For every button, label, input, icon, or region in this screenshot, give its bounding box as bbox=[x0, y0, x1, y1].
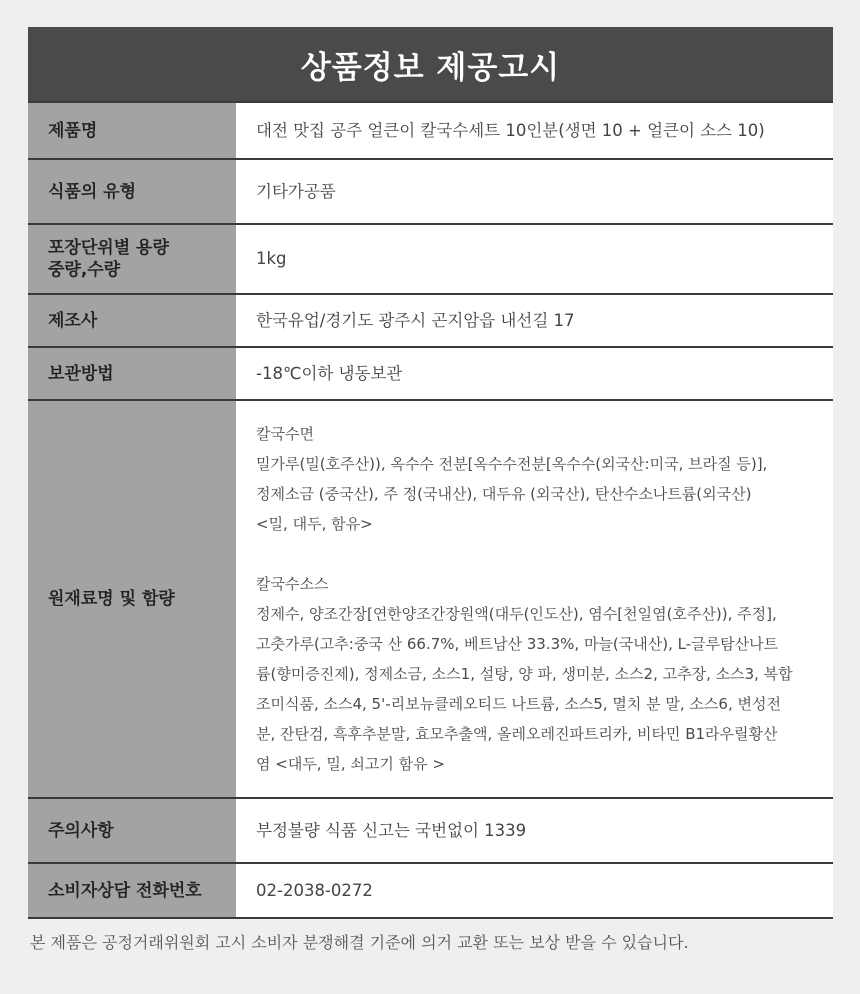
table-row-precautions bbox=[28, 798, 833, 863]
ingredients-cell bbox=[236, 400, 833, 798]
table-row-manufacturer bbox=[28, 294, 833, 347]
ingredients-list bbox=[256, 419, 833, 779]
table-row-consumer-phone bbox=[28, 863, 833, 918]
ingredient-line: 고춧가루(고추:중국 산 66.7%, 베트남산 33.3%, 마늘(국내산), L-글루탐산나트 bbox=[256, 635, 779, 653]
ingredient-line: 조미식품, 소스4, 5'-리보뉴클레오티드 나트륨, 소스5, 멸치 분 말, 소스6, 변성전 bbox=[256, 695, 781, 713]
row-label: 식품의 유형 bbox=[28, 159, 236, 224]
row-value: 대전 맛집 공주 얼큰이 칼국수세트 10인분(생면 10 + 얼큰이 소스 10) bbox=[236, 102, 833, 159]
noodle-section-title: 칼국수면 bbox=[256, 425, 314, 443]
row-value: -18℃이하 냉동보관 bbox=[236, 347, 833, 400]
ingredient-line: 정제소금 (중국산), 주 정(국내산), 대두유 (외국산), 탄산수소나트륨(외국산) bbox=[256, 485, 752, 503]
row-label: 소비자상담 전화번호 bbox=[28, 863, 236, 918]
product-info-notice bbox=[28, 27, 833, 919]
footer-note: 본 제품은 공정거래위원회 고시 소비자 분쟁해결 기준에 의거 교환 또는 보상 받을 수 있습니다. bbox=[30, 933, 689, 952]
row-label-line: 포장단위별 용량 bbox=[48, 238, 169, 258]
row-value: 02-2038-0272 bbox=[236, 863, 833, 918]
section-spacer bbox=[256, 539, 819, 569]
row-value: 기타가공품 bbox=[236, 159, 833, 224]
row-label: 주의사항 bbox=[28, 798, 236, 863]
notice-title: 상품정보 제공고시 bbox=[28, 27, 833, 101]
ingredient-line: 정제수, 양조간장[연한양조간장원액(대두(인도산), 염수[천일염(호주산)), 주정], bbox=[256, 605, 777, 623]
table-row-product-name bbox=[28, 102, 833, 159]
ingredient-line: <밀, 대두, 함유> bbox=[256, 515, 373, 533]
table-row-ingredients bbox=[28, 400, 833, 798]
sauce-section-title: 칼국수소스 bbox=[256, 575, 329, 593]
row-label: 보관방법 bbox=[28, 347, 236, 400]
table-row-package-quantity bbox=[28, 224, 833, 294]
table-row-food-type bbox=[28, 159, 833, 224]
table-row-storage bbox=[28, 347, 833, 400]
row-label bbox=[28, 224, 236, 294]
ingredient-line: 염 <대두, 밀, 쇠고기 함유 > bbox=[256, 755, 445, 773]
row-value: 부정불량 식품 신고는 국번없이 1339 bbox=[236, 798, 833, 863]
row-label: 원재료명 및 함량 bbox=[28, 400, 236, 798]
row-value: 1kg bbox=[236, 224, 833, 294]
row-label-line: 중량,수량 bbox=[48, 260, 121, 280]
row-label: 제조사 bbox=[28, 294, 236, 347]
row-label: 제품명 bbox=[28, 102, 236, 159]
ingredient-line: 분, 잔탄검, 흑후추분말, 효모추출액, 올레오레진파트리카, 비타민 B1라우릴황산 bbox=[256, 725, 778, 743]
ingredient-line: 밀가루(밀(호주산)), 옥수수 전분[옥수수전분[옥수수(외국산:미국, 브라질 등)], bbox=[256, 455, 768, 473]
ingredient-line: 륨(향미증진제), 정제소금, 소스1, 설탕, 양 파, 생미분, 소스2, 고추장, 소스3, 복합 bbox=[256, 665, 793, 683]
product-info-table bbox=[28, 101, 833, 919]
row-value: 한국유업/경기도 광주시 곤지암읍 내선길 17 bbox=[236, 294, 833, 347]
